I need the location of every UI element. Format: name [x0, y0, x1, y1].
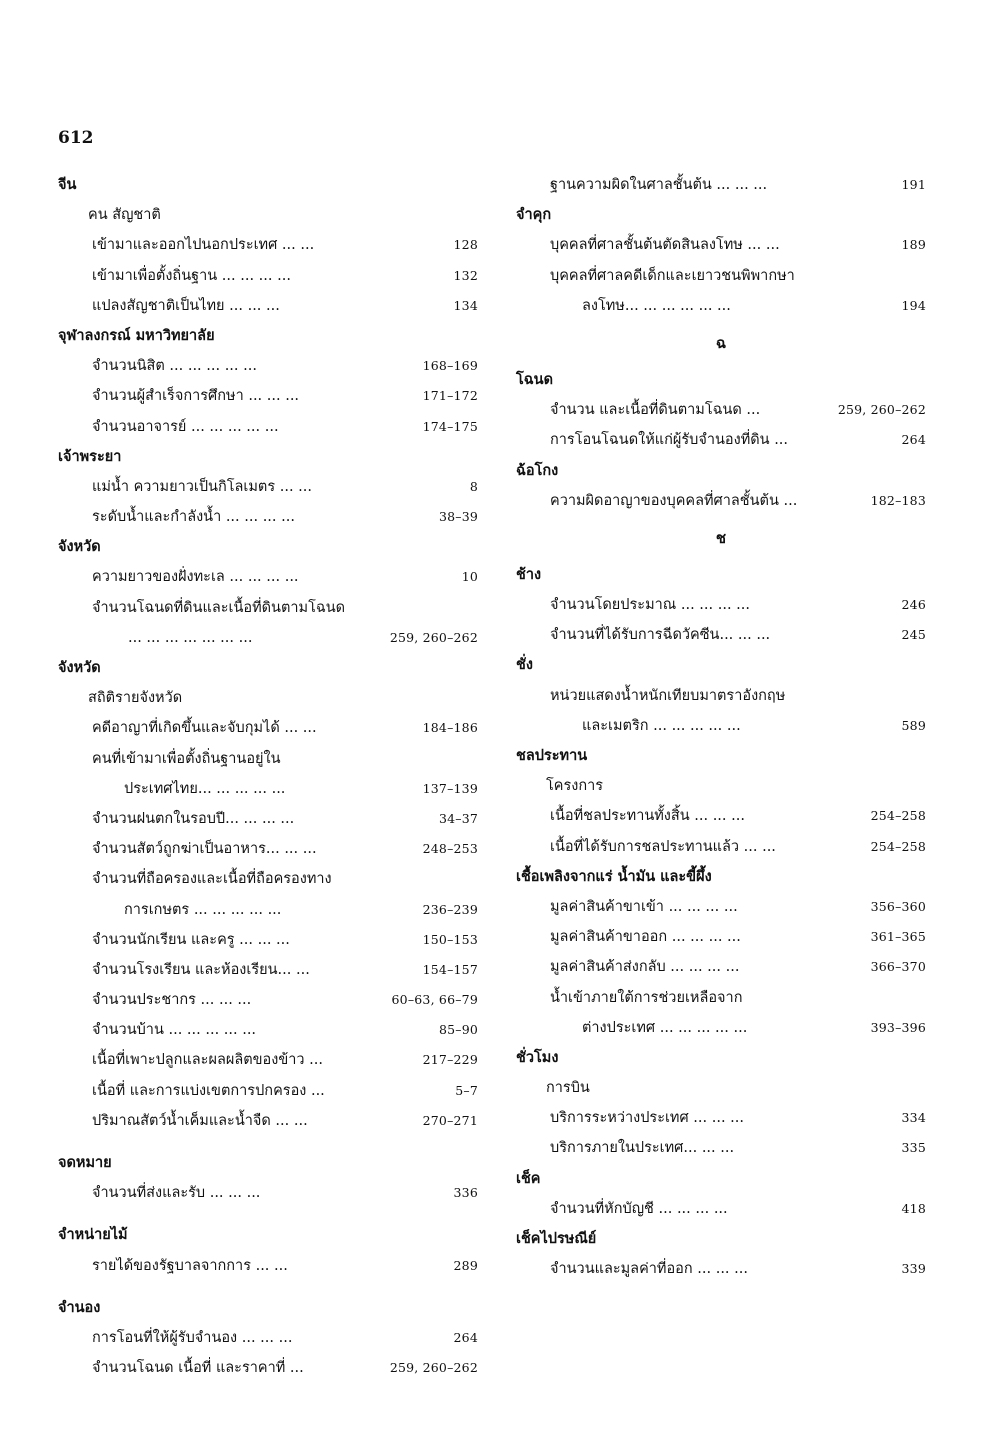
index-entry [58, 1076, 478, 1106]
index-heading [58, 1293, 478, 1323]
index-entry [516, 1013, 926, 1043]
index-entry [516, 486, 926, 516]
index-heading [516, 741, 926, 771]
index-entry [58, 1045, 478, 1075]
page-reference: 128 [453, 237, 478, 253]
entry-text: จำนวนและมูลค่าที่ออก ... ... ... [550, 1261, 748, 1278]
entry-text: เข้ามาเพื่อตั้งถิ่นฐาน ... ... ... ... [92, 267, 291, 284]
index-entry [58, 1251, 478, 1281]
index-entry [516, 922, 926, 952]
entry-text: จำนวน และเนื้อที่ดินตามโฉนด ... [550, 402, 761, 419]
index-entry [58, 593, 478, 623]
index-entry [58, 200, 478, 230]
index-entry [58, 412, 478, 442]
index-column-left [58, 170, 478, 1383]
entry-text: บริการภายในประเทศ... ... ... [550, 1140, 735, 1157]
entry-text: จำหน่ายไม้ [58, 1226, 128, 1244]
page-reference: 184–186 [422, 720, 478, 736]
page-reference: 217–229 [422, 1052, 478, 1068]
entry-text: การเกษตร ... ... ... ... ... [124, 901, 282, 918]
entry-text: เนื้อที่ และการแบ่งเขตการปกครอง ... [92, 1082, 325, 1099]
entry-text: จีน [58, 176, 77, 193]
entry-text: รายได้ของรัฐบาลจากการ ... ... [92, 1257, 288, 1274]
entry-text: จำนวนที่ถือครองและเนื้อที่ถือครองทาง [92, 871, 332, 888]
entry-text: คนที่เข้ามาเพื่อตั้งถิ่นฐานอยู่ใน [92, 750, 281, 767]
index-entry [58, 381, 478, 411]
entry-text: ชั่ง [516, 656, 533, 674]
page-reference: 356–360 [870, 898, 926, 914]
page-reference: 134 [453, 297, 478, 313]
index-heading [516, 456, 926, 486]
page-reference: 270–271 [422, 1112, 478, 1128]
index-entry [58, 502, 478, 532]
index-entry [58, 744, 478, 774]
index-heading [58, 170, 478, 200]
entry-text: คน สัญชาติ [88, 207, 161, 224]
entry-text: แปลงสัญชาติเป็นไทย ... ... ... [92, 297, 280, 314]
page-reference: 154–157 [422, 961, 478, 977]
index-entry [58, 683, 478, 713]
entry-text: จำนวนที่หักบัญชี ... ... ... ... [550, 1200, 728, 1217]
index-heading [58, 442, 478, 472]
page-reference: 60–63, 66–79 [391, 992, 478, 1008]
entry-text: จำนวนนักเรียน และครู ... ... ... [92, 931, 290, 948]
entry-text: ต่างประเทศ ... ... ... ... ... [582, 1019, 748, 1036]
index-entry [516, 1073, 926, 1103]
index-entry [516, 801, 926, 831]
index-entry [516, 1254, 926, 1284]
entry-text: คดีอาญาที่เกิดขึ้นและจับกุมได้ ... ... [92, 720, 317, 737]
page-reference: 236–239 [422, 901, 478, 917]
entry-text: ชั่วโมง [516, 1048, 559, 1066]
page-reference: 8 [469, 478, 478, 494]
index-entry [58, 1015, 478, 1045]
index-heading [58, 1148, 478, 1178]
index-entry [516, 771, 926, 801]
entry-text: จำนวนฝนตกในรอบปี... ... ... ... [92, 810, 295, 827]
section-letter-text: ฉ [715, 333, 727, 352]
index-entry [516, 711, 926, 741]
index-entry [516, 983, 926, 1013]
page-number: 612 [58, 128, 94, 148]
page-reference: 259, 260–262 [389, 1360, 478, 1376]
page-reference: 361–365 [870, 929, 926, 945]
index-entry [58, 1106, 478, 1136]
entry-text: เนื้อที่เพาะปลูกและผลผลิตของข้าว ... [92, 1052, 323, 1069]
entry-text: สถิติรายจังหวัด [88, 690, 183, 707]
page-reference: 335 [901, 1140, 926, 1156]
index-entry [516, 892, 926, 922]
entry-text: จำนวนโรงเรียน และห้องเรียน... ... [92, 961, 310, 978]
entry-text: ... ... ... ... ... ... ... [128, 629, 253, 646]
entry-text: น้ำเข้าภายใต้การช่วยเหลือจาก [550, 989, 743, 1006]
entry-text: จำนวนนิสิต ... ... ... ... ... [92, 358, 257, 375]
index-entry [58, 351, 478, 381]
page-reference: 339 [901, 1261, 926, 1277]
index-entry [58, 864, 478, 894]
page-reference: 194 [901, 297, 926, 313]
entry-text: จำนวนสัตว์ถูกฆ่าเป็นอาหาร... ... ... [92, 841, 317, 858]
page-reference: 174–175 [422, 418, 478, 434]
page-reference: 418 [901, 1200, 926, 1216]
index-heading [58, 532, 478, 562]
page-reference: 246 [901, 597, 926, 613]
index-entry [516, 952, 926, 982]
entry-text: แม่น้ำ ความยาวเป็นกิโลเมตร ... ... [92, 478, 313, 495]
entry-text: จำนวนที่ได้รับการฉีดวัคซีน... ... ... [550, 627, 771, 644]
entry-text: จดหมาย [58, 1154, 112, 1171]
index-heading [58, 653, 478, 683]
entry-text: เข้ามาและออกไปนอกประเทศ ... ... [92, 237, 315, 254]
entry-text: เช็ค [516, 1169, 541, 1187]
page-reference: 334 [901, 1110, 926, 1126]
index-entry [516, 425, 926, 455]
index-entry [58, 1353, 478, 1383]
entry-text: ฉ้อโกง [516, 461, 559, 479]
entry-text: จำนอง [58, 1298, 101, 1316]
entry-text: ความยาวของฝั่งทะเล ... ... ... ... [92, 569, 299, 586]
entry-text: บุคคลที่ศาลชั้นต้นตัดสินลงโทษ ... ... [550, 237, 780, 254]
index-entry [58, 955, 478, 985]
entry-text: การบิน [546, 1080, 590, 1097]
entry-text: ประเทศไทย... ... ... ... ... [124, 780, 286, 797]
page-reference: 171–172 [422, 388, 478, 404]
index-heading [516, 365, 926, 395]
entry-text: จำนวนที่ส่งและรับ ... ... ... [92, 1185, 261, 1202]
entry-text: จำนวนประชากร ... ... ... [92, 992, 252, 1009]
page-reference: 366–370 [870, 959, 926, 975]
index-entry [58, 1178, 478, 1208]
entry-text: ปริมาณสัตว์น้ำเค็มและน้ำจืด ... ... [92, 1112, 308, 1129]
entry-text: ชลประทาน [516, 747, 588, 764]
index-heading [516, 200, 926, 230]
entry-text: เนื้อที่ได้รับการชลประทานแล้ว ... ... [550, 838, 776, 855]
entry-text: จำคุก [516, 206, 552, 224]
page-reference: 393–396 [870, 1019, 926, 1035]
index-heading [58, 1220, 478, 1250]
entry-text: หน่วยแสดงน้ำหนักเทียบมาตราอังกฤษ [550, 687, 786, 704]
entry-text: เชื้อเพลิงจากแร่ น้ำมัน และขี้ผึ้ง [516, 867, 712, 885]
index-heading [516, 560, 926, 590]
entry-text: จำนวนโฉนด เนื้อที่ และราคาที่ ... [92, 1360, 304, 1377]
page-reference: 336 [453, 1185, 478, 1201]
index-entry [516, 681, 926, 711]
entry-text: ความผิดอาญาของบุคคลที่ศาลชั้นต้น ... [550, 492, 798, 509]
page-reference: 254–258 [870, 808, 926, 824]
entry-text: จังหวัด [58, 659, 101, 676]
page-reference: 264 [901, 432, 926, 448]
page-reference: 38–39 [438, 509, 478, 525]
page-reference: 10 [461, 569, 478, 585]
spacer [58, 1281, 478, 1293]
entry-text: โฉนด [516, 370, 553, 388]
page-reference: 254–258 [870, 838, 926, 854]
entry-text: บริการระหว่างประเทศ ... ... ... [550, 1110, 745, 1127]
index-heading [58, 321, 478, 351]
entry-text: จำนวนผู้สำเร็จการศึกษา ... ... ... [92, 388, 300, 405]
index-entry [58, 713, 478, 743]
section-letter [516, 516, 926, 560]
index-entry [516, 1194, 926, 1224]
entry-text: โครงการ [546, 778, 604, 795]
entry-text: จำนวนอาจารย์ ... ... ... ... ... [92, 418, 279, 435]
page-reference: 248–253 [422, 841, 478, 857]
entry-text: มูลค่าสินค้าส่งกลับ ... ... ... ... [550, 959, 740, 976]
index-entry [58, 261, 478, 291]
page-reference: 289 [453, 1257, 478, 1273]
page-reference: 132 [453, 267, 478, 283]
spacer [58, 1208, 478, 1220]
page-reference: 259, 260–262 [837, 402, 926, 418]
entry-text: จำนวนบ้าน ... ... ... ... ... [92, 1022, 257, 1039]
index-entry [58, 1323, 478, 1353]
index-entry [58, 925, 478, 955]
index-entry [58, 774, 478, 804]
page-reference: 264 [453, 1329, 478, 1345]
entry-text: ระดับน้ำและกำลังน้ำ ... ... ... ... [92, 509, 295, 526]
index-entry [58, 895, 478, 925]
entry-text: การโอนที่ให้ผู้รับจำนอง ... ... ... [92, 1329, 293, 1346]
index-heading [516, 1164, 926, 1194]
entry-text: มูลค่าสินค้าขาเข้า ... ... ... ... [550, 898, 738, 915]
page-reference: 85–90 [438, 1022, 478, 1038]
entry-text: และเมตริก ... ... ... ... ... [582, 717, 741, 734]
entry-text: ลงโทษ... ... ... ... ... ... [582, 297, 731, 314]
entry-text: เนื้อที่ชลประทานทั้งสิ้น ... ... ... [550, 808, 745, 825]
page-reference: 589 [901, 717, 926, 733]
index-column-right [516, 170, 926, 1284]
entry-text: จังหวัด [58, 538, 101, 556]
index-entry [58, 804, 478, 834]
entry-text: การโอนโฉนดให้แก่ผู้รับจำนองที่ดิน ... [550, 432, 789, 449]
entry-text: จำนวนโฉนดที่ดินและเนื้อที่ดินตามโฉนด [92, 599, 346, 616]
index-heading [516, 862, 926, 892]
page-reference: 191 [901, 177, 926, 192]
index-heading [516, 650, 926, 680]
section-letter-text: ช [715, 528, 727, 547]
index-entry [58, 985, 478, 1015]
index-entry [58, 472, 478, 502]
page-reference: 150–153 [422, 931, 478, 947]
page-reference: 245 [901, 627, 926, 643]
entry-text: มูลค่าสินค้าขาออก ... ... ... ... [550, 929, 741, 946]
index-entry [58, 834, 478, 864]
index-entry [58, 230, 478, 260]
page-reference: 259, 260–262 [389, 629, 478, 645]
index-entry [516, 230, 926, 260]
entry-text: ฐานความผิดในศาลชั้นต้น ... ... ... [550, 177, 768, 193]
index-entry [516, 832, 926, 862]
index-heading [516, 1224, 926, 1254]
index-entry [516, 261, 926, 291]
page-reference: 182–183 [870, 492, 926, 508]
entry-text: ช้าง [516, 565, 542, 583]
section-letter [516, 321, 926, 365]
spacer [58, 1136, 478, 1148]
page-reference: 34–37 [438, 810, 478, 826]
index-entry [516, 291, 926, 321]
entry-text: เจ้าพระยา [58, 447, 122, 465]
index-heading [516, 1043, 926, 1073]
entry-text: จำนวนโดยประมาณ ... ... ... ... [550, 597, 750, 614]
index-entry [516, 620, 926, 650]
index-entry [58, 623, 478, 653]
index-entry [58, 562, 478, 592]
index-entry [516, 1103, 926, 1133]
index-entry [516, 170, 926, 200]
entry-text: จุฬาลงกรณ์ มหาวิทยาลัย [58, 326, 215, 344]
page-reference: 137–139 [422, 780, 478, 796]
entry-text: บุคคลที่ศาลคดีเด็กและเยาวชนพิพากษา [550, 267, 795, 284]
page-reference: 189 [901, 237, 926, 253]
entry-text: เช็คไปรษณีย์ [516, 1230, 597, 1247]
index-entry [516, 395, 926, 425]
index-entry [516, 590, 926, 620]
page-reference: 5–7 [455, 1082, 478, 1098]
index-entry [58, 291, 478, 321]
index-entry [516, 1133, 926, 1163]
page-reference: 168–169 [422, 358, 478, 374]
